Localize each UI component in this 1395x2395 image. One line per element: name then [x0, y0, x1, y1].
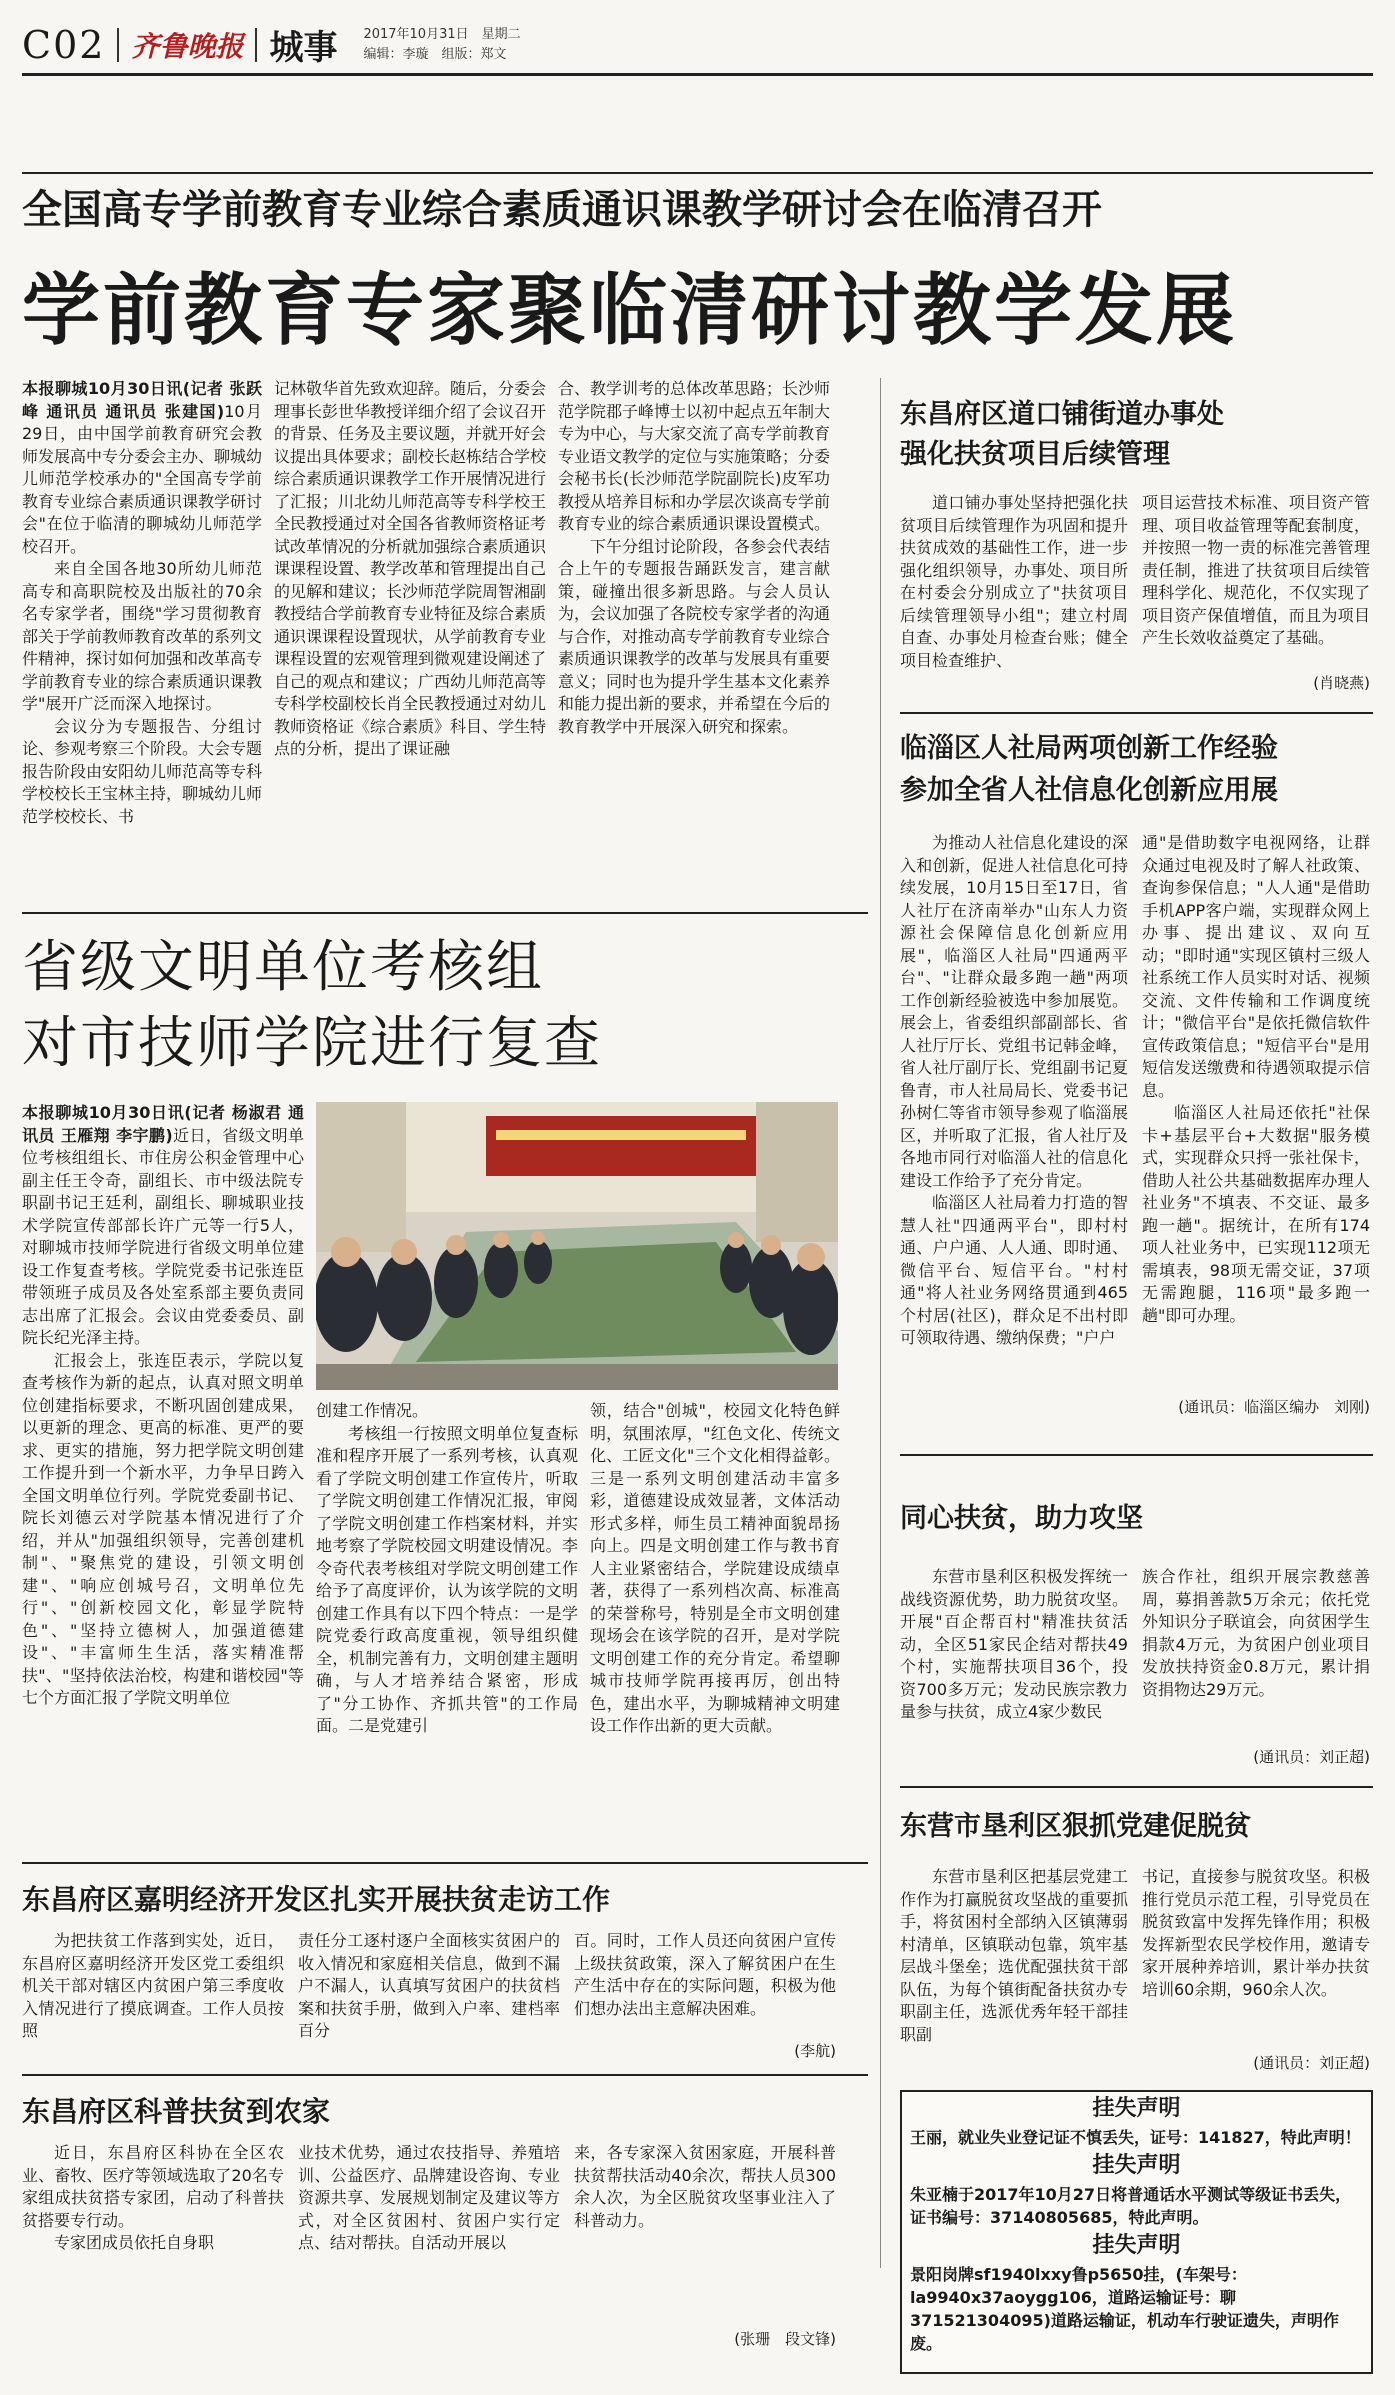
tongxin-column-1 — [900, 1566, 1128, 1776]
daokou-column-1 — [900, 492, 1128, 692]
article-headline: 东昌府区科普扶贫到农家 — [22, 2095, 331, 2128]
paragraph: 责任分工逐村逐户全面核实贫困户的收入情况和家庭相关信息，做到不漏户不漏人，认真填写贫困户的扶贫档案和扶贫手册，做到入户率、建档率百分 — [298, 1931, 560, 2040]
paragraph: 10月29日，由中国学前教育研究会教师发展高中专分委会主办、聊城幼儿师范学校承办的"全国高专学前教育专业综合素质通识课教学研讨会"在位于临清的聊城幼儿师范学校召开。 — [22, 401, 262, 556]
paragraph: 会议分为专题报告、分组讨论、参观考察三个阶段。大会专题报告阶段由安阳幼儿师范高等专科学校校长王宝林主持，聊城幼儿师范学校校长、书 — [22, 716, 262, 826]
notice-text: 朱亚楠于2017年10月27日将普通话水平测试等级证书丢失，证书编号：37140805685，特此声明。 — [910, 2185, 1352, 2227]
article-credit: (张珊 段文锋) — [734, 2330, 836, 2348]
paragraph: 项目运营技术标准、项目资产管理、项目收益管理等配套制度，并按照一物一责的标准完善管理责任制，推进了扶贫项目后续管理科学化、规范化，不仅实现了项目资产保值增值，而且为项目产生长效收益奠定了基础。 — [1142, 493, 1370, 647]
issue-editors: 编辑：李璇 组版：郑文 — [363, 46, 507, 62]
section-title: 城事 — [269, 28, 338, 68]
divider — [22, 1862, 868, 1864]
notice-title: 挂失声明 — [1092, 2153, 1181, 2178]
notice-title: 挂失声明 — [1092, 2096, 1181, 2121]
kenli-column-2 — [1142, 1866, 1370, 2046]
lost-notice — [902, 2092, 1371, 2149]
notice-text: 王丽，就业失业登记证不慎丢失，证号：141827，特此声明！ — [910, 2128, 1361, 2147]
divider — [255, 28, 257, 62]
lead-column-3 — [558, 378, 830, 898]
divider — [117, 28, 119, 62]
paragraph: 族合作社，组织开展宗教慈善周，募捐善款5万余元；依托党外知识分子联谊会，向贫困学生捐款4万元，为贫困户创业项目发放扶持资金0.8万元，累计捐资捐物达29万元。 — [1142, 1567, 1370, 1699]
linzi-column-1 — [900, 832, 1128, 1432]
issue-meta — [363, 25, 520, 65]
paragraph: 百。同时，工作人员还向贫困户宣传上级扶贫政策，深入了解贫困户在生产生活中存在的实际问题，积极为他们想办法出主意解决困难。 — [574, 1931, 836, 2018]
divider — [900, 1786, 1373, 1788]
second-column-2 — [316, 1400, 578, 1852]
lead-column-1 — [22, 378, 262, 898]
paragraph: 领，结合"创城"，校园文化特色鲜明，氛围浓厚，"红色文化、传统文化、工匠文化"三个文化相得益彰。三是一系列文明创建活动丰富多彩，道德建设成效显著，文体活动形式多样，师生员工精神面貌昂扬向上。四是文明创建工作与教书育人主业紧密结合，学院建设成绩卓著，获得了一系列档次高、标准高的荣誉称号，特别是全市文明创建现场会在该学院的召开，是对学院文明创建工作的充分肯定。希望聊城市技师学院再接再厉，创出特色，建出水平，为聊城精神文明建设工作作出新的更大贡献。 — [590, 1401, 840, 1735]
paragraph: 东营市垦利区积极发挥统一战线资源优势，助力脱贫攻坚。开展"百企帮百村"精准扶贫活动，全区51家民企结对帮扶49个村，实施帮扶项目36个，投资700多万元；发动民族宗教力量参与扶贫，成立4家少数民 — [900, 1567, 1128, 1721]
paragraph: 书记，直接参与脱贫攻坚。积极推行党员示范工程，引导党员在脱贫致富中发挥先锋作用；积极发挥新型农民学校作用，邀请专家开展种养培训，累计举办扶贫培训60余期，960余人次。 — [1142, 1867, 1370, 1999]
article-headline: 东昌府区道口铺街道办事处 — [900, 399, 1224, 430]
keji-column-2 — [298, 2142, 560, 2362]
article-headline: 临淄区人社局两项创新工作经验 — [900, 733, 1278, 764]
paragraph: 汇报会上，张连臣表示，学院以复查考核作为新的起点，认真对照文明单位创建指标要求，不断巩固创建成果，以更新的理念、更高的标准、更严的要求、更实的措施，努力把学院文明创建工作提升到一个新水平，力争早日跨入全国文明单位行列。学院党委副书记、院长刘德云对学院基本情况进行了介绍，并从"加强组织领导，完善创建机制"、"聚焦党的建设，引领文明创建"、"响应创城号召，文明单位先行"、"创新校园文化，彰显学院特色"、"坚持立德树人，加强道德建设"、"丰富师生生活，落实精准帮扶"、"坚持依法治校，构建和谐校园"等七个方面汇报了学院文明单位 — [22, 1350, 304, 1707]
notice-text: 景阳岗牌sf1940lxxy鲁p5650挂，(车架号：la9940x37aoygg106，道路运输证号：聊371521304095)道路运输证，机动车行驶证遗失，声明作废。 — [910, 2265, 1339, 2353]
paragraph: 临淄区人社局还依托"社保卡+基层平台+大数据"服务模式，实现群众只捋一张社保卡，借助人社公共基础数据库办理人社业务"不填表、不交证、最多跑一趟"。据统计，在所有174项人社业务中，已实现112项无需填表，98项无需交证，37项无需跑腿，116项"最多跑一趟"即可办理。 — [1142, 1103, 1370, 1325]
lead-headline: 学前教育专家聚临清研讨教学发展 — [22, 266, 1238, 356]
paragraph: 专家团成员依托自身职 — [54, 2233, 215, 2252]
newspaper-logo: 齐鲁晚报 — [131, 29, 244, 63]
paragraph: 来自全国各地30所幼儿师范高专和高职院校及出版社的70余名专家学者，围绕"学习贯彻教育部关于学前教师教育改革的系列文件精神，探讨如何加强和改革高专学前教育专业的综合素质通识课教学"展开广泛而深入地探讨。 — [22, 559, 262, 713]
paragraph: 下午分组讨论阶段，各参会代表结合上午的专题报告踊跃发言，建言献策，碰撞出很多新思路。与会人员认为，会议加强了各院校专家学者的沟通与合作，对推动高专学前教育专业综合素质通识课教学的改革与发展具有重要意义；同时也为提升学生基本文化素养和能力提出新的要求，并希望在今后的教育教学中开展深入研究和探索。 — [558, 536, 830, 736]
paragraph: 为推动人社信息化建设的深入和创新，促进人社信息化可持续发展，10月15日至17日，省人社厅在济南举办"山东人力资源社会保障信息化创新应用展"，临淄区人社局"四通两平台"、"让群众最多跑一趟"两项工作创新经验被选中参加展览。展会上，省委组织部副部长、省人社厅厅长、党组书记韩金峰，省人社厅副厅长、党组副书记夏鲁青，市人社局局长、党委书记孙树仁等省市领导参观了临淄展区，并听取了汇报，省人社厅及各地市同行对临淄人社的信息化建设工作给予了充分肯定。 — [900, 833, 1128, 1190]
article-credit: (通讯员：刘正超) — [1253, 1748, 1370, 1766]
lead-column-2 — [274, 378, 546, 898]
article-headline: 同心扶贫，助力攻坚 — [900, 1503, 1143, 1534]
lost-notice-box — [900, 2090, 1373, 2374]
masthead — [22, 16, 1373, 76]
article-headline: 省级文明单位考核组 — [22, 935, 544, 1000]
paragraph: 业技术优势，通过农技指导、养殖培训、公益医疗、品牌建设咨询、专业资源共享、发展规划制定及建议等方式，对全区贫困村、贫困户实行定点、结对帮扶。自活动开展以 — [298, 2143, 560, 2252]
second-column-1 — [22, 1102, 304, 1848]
lead-pre-headline: 全国高专学前教育专业综合素质通识课教学研讨会在临清召开 — [22, 186, 1102, 233]
article-headline: 对市技师学院进行复查 — [22, 1011, 602, 1076]
meeting-photo-image — [316, 1102, 838, 1390]
linzi-column-2 — [1142, 832, 1370, 1392]
article-headline: 东昌府区嘉明经济开发区扎实开展扶贫走访工作 — [22, 1883, 611, 1916]
lost-notice — [902, 2229, 1371, 2355]
divider — [900, 712, 1373, 714]
second-byline: 本报聊城10月30日讯(记者 杨淑君 通讯员 王雁翔 李宇鹏) — [22, 1103, 304, 1145]
divider — [22, 172, 1373, 174]
meeting-photo — [316, 1102, 838, 1390]
jiaming-column-1 — [22, 1930, 284, 2060]
kenli-column-1 — [900, 1866, 1128, 2086]
jiaming-column-2 — [298, 1930, 560, 2060]
paragraph: 考核组一行按照文明单位复查标准和程序开展了一系列考核，认真观看了学院文明创建工作宣传片，听取了学院文明创建工作情况汇报，审阅了学院文明创建工作档案材料，并实地考察了学院校园文明建设情况。李令奇代表考核组对学院文明创建工作给予了高度评价，认为该学院的文明创建工作具有以下四个特点：一是学院党委行政高度重视，领导组织健全，机制完善有力，文明创建主题明确，与人才培养结合紧密，形成了"分工协作、齐抓共管"的工作局面。二是党建引 — [316, 1423, 578, 1735]
lost-notice — [902, 2149, 1371, 2229]
divider — [22, 2074, 868, 2076]
divider — [900, 1454, 1373, 1456]
article-credit: (李航) — [794, 2042, 836, 2060]
page-number: C02 — [22, 22, 106, 67]
lead-byline: 本报聊城10月30日讯(记者 张跃峰 通讯员 通讯员 张建国) — [22, 379, 262, 421]
second-column-3 — [590, 1400, 840, 1852]
paragraph: 记林敬华首先致欢迎辞。随后，分委会理事长彭世华教授详细介绍了会议召开的背景、任务及主要议题，并就开好会议提出具体要求；副校长赵栋结合学校综合素质通识课教学工作开展情况进行了汇报；川北幼儿师范高等专科学校王全民教授通过对全国各省教师资格证考试改革情况的分析就加强综合素质通识课课程设置、教学改革和管理提出自己的见解和建议；长沙师范学院周智湘副教授结合学前教育专业特征及综合素质通识课课程设置现状，从学前教育专业课程设置的宏观管理到微观建设阐述了自己的观点和建议；广西幼儿师范高等专科学校副校长肖全民教授通过对幼儿教师资格证《综合素质》科目、学生特点的分析，提出了课证融 — [274, 379, 546, 758]
paragraph: 为把扶贫工作落到实处，近日，东昌府区嘉明经济开发区党工委组织机关干部对辖区内贫困户第三季度收入情况进行了摸底调查。工作人员按照 — [22, 1931, 284, 2040]
paragraph: 东营市垦利区把基层党建工作作为打赢脱贫攻坚战的重要抓手，将贫困村全部纳入区镇薄弱村清单，区镇联动包靠，筑牢基层战斗堡垒；选优配强扶贫干部队伍，为每个镇街配备扶贫办专职副主任，选派优秀年轻干部挂职副 — [900, 1867, 1128, 2044]
issue-date: 2017年10月31日 星期二 — [363, 26, 521, 42]
article-headline: 东营市垦利区狠抓党建促脱贫 — [900, 1811, 1251, 1842]
paragraph: 道口铺办事处坚持把强化扶贫项目后续管理作为巩固和提升扶贫成效的基础性工作，进一步强化组织领导，办事处、项目所在村委会分别成立了"扶贫项目后续管理领导小组"；建立村周自查、办事处月检查台账；健全项目检查维护、 — [900, 493, 1128, 670]
paragraph: 合、教学训考的总体改革思路；长沙师范学院郡子峰博士以初中起点五年制大专为中心，与大家交流了高专学前教育专业语文教学的定位与实施策略；分委会秘书长(长沙师范学院副院长)皮军功教授从培养目标和办学层次谈高专学前教育专业的综合素质通识课设置模式。 — [558, 379, 830, 533]
paragraph: 近日，东昌府区科协在全区农业、畜牧、医疗等领域选取了20名专家组成扶贫搭专家团，启动了科普扶贫搭要专行动。 — [22, 2143, 284, 2230]
paragraph: 来，各专家深入贫困家庭，开展科普扶贫帮扶活动40余次，帮扶人员300余人次，为全区脱贫攻坚事业注入了科普动力。 — [574, 2143, 836, 2230]
article-credit: (肖晓燕) — [1313, 674, 1370, 692]
jiaming-column-3 — [574, 1930, 836, 2040]
article-credit: (通讯员：临淄区编办 刘刚) — [1178, 1398, 1370, 1416]
paragraph: 通"是借助数字电视网络，让群众通过电视及时了解人社政策、查询参保信息；"人人通"是借助手机APP客户端，实现群众网上办事、提出建议、双向互动；"即时通"实现区镇村三级人社系统工作人员实时对话、视频交流、文件传输和工作调度统计；"微信平台"是依托微信软件宣传政策信息；"短信平台"是用短信发送缴费和待遇领取提示信息。 — [1142, 833, 1370, 1100]
daokou-column-2 — [1142, 492, 1370, 672]
divider — [22, 912, 868, 914]
paragraph: 近日，省级文明单位考核组组长、市住房公积金管理中心副主任王令奇，副组长、市中级法院专职副书记王廷利，副组长、聊城职业技术学院宣传部部长许广元等一行5人，对聊城市技师学院进行省级文明单位建设工作复查考核。学院党委书记张连臣带领班子成员及各处室系部主要负责同志出席了汇报会。会议由党委委员、副院长纪光泽主持。 — [22, 1125, 304, 1347]
article-credit: (通讯员：刘正超) — [1253, 2054, 1370, 2072]
notice-title: 挂失声明 — [1092, 2233, 1181, 2258]
keji-column-1 — [22, 2142, 284, 2362]
keji-column-3 — [574, 2142, 836, 2322]
article-headline: 强化扶贫项目后续管理 — [900, 439, 1170, 470]
tongxin-column-2 — [1142, 1566, 1370, 1742]
article-headline: 参加全省人社信息化创新应用展 — [900, 775, 1278, 806]
paragraph: 临淄区人社局着力打造的智慧人社"四通两平台"，即村村通、户户通、人人通、即时通、微信平台、短信平台。"村村通"将人社业务网络贯通到465个村居(社区)，群众足不出村即可领取待遇、缴纳保费；"户户 — [900, 1193, 1128, 1347]
paragraph: 创建工作情况。 — [316, 1401, 429, 1420]
column-divider — [880, 378, 881, 2268]
